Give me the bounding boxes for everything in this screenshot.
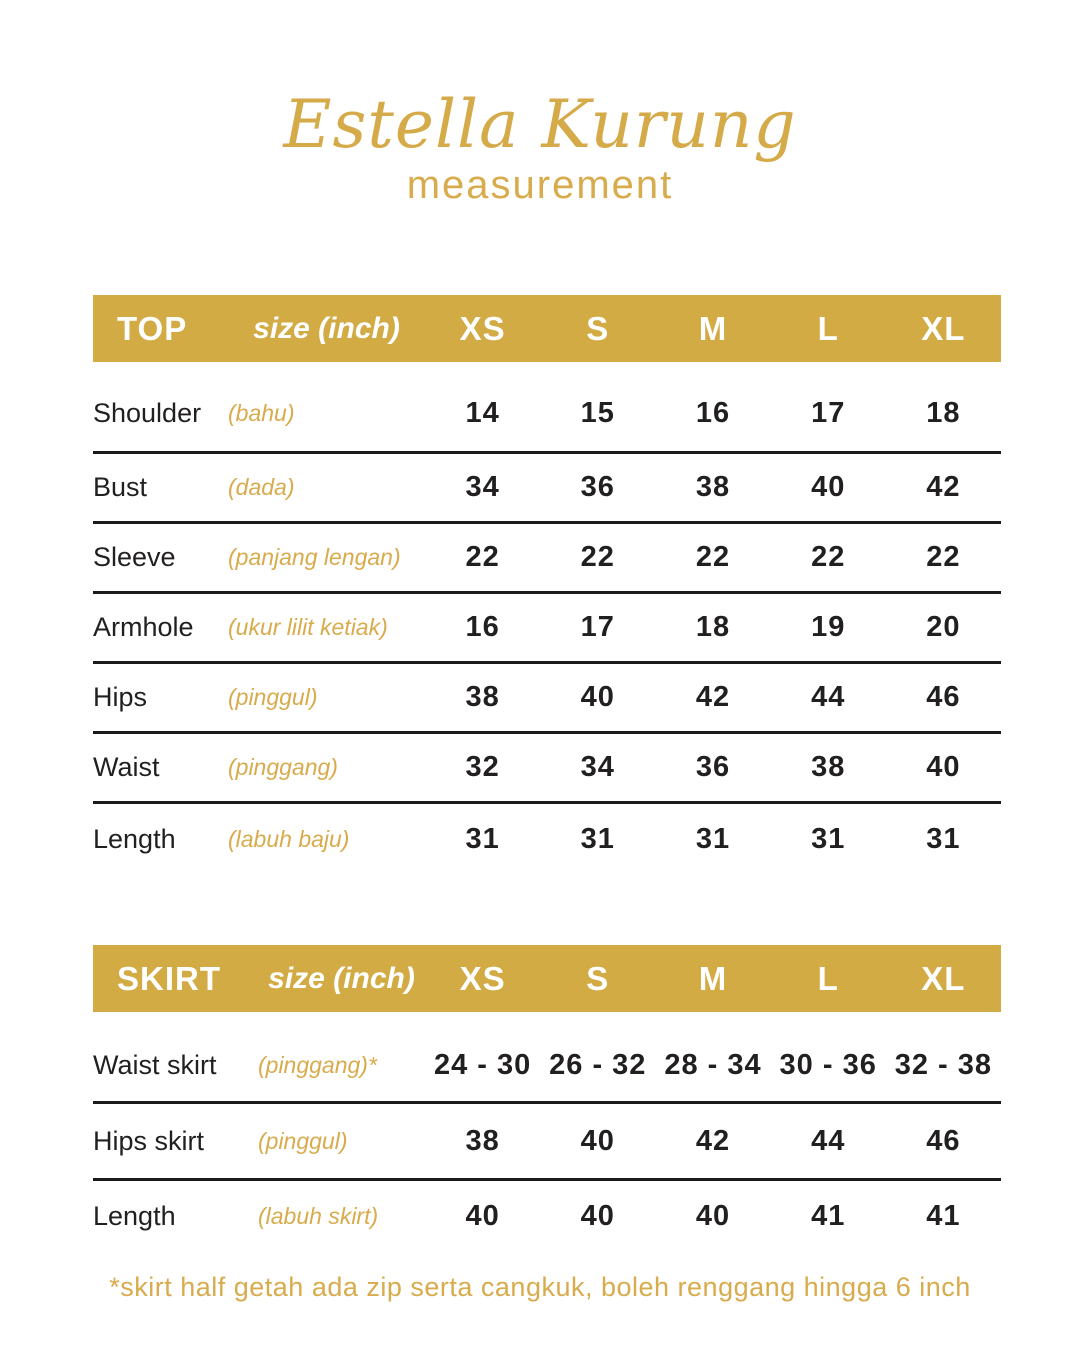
cell-value: 40	[580, 1124, 615, 1157]
cell-value: 40	[465, 1199, 500, 1232]
cell-value: 31	[811, 822, 846, 855]
table-row	[93, 1012, 1001, 1104]
cell-value: 40	[926, 751, 961, 783]
cell-value: 40	[811, 471, 846, 503]
cell-value: 22	[695, 541, 731, 573]
row-sublabel: (pinggang)*	[258, 1052, 377, 1078]
table-row	[93, 804, 1001, 874]
cell-value: 44	[811, 1124, 846, 1157]
table-name: TOP	[117, 309, 188, 347]
cell-value: 31	[580, 822, 615, 855]
size-column-header: M	[698, 959, 728, 997]
cell-value: 22	[926, 541, 961, 573]
product-title: Estella Kurung	[283, 86, 797, 163]
row-sublabel: (bahu)	[228, 400, 295, 426]
cell-value: 46	[926, 681, 961, 713]
size-column-header: XS	[459, 959, 506, 997]
cell-value: 26 - 32	[549, 1049, 647, 1081]
footnote: *skirt half getah ada zip serta cangkuk, boleh renggang hingga 6 inch	[109, 1272, 971, 1302]
table-row	[93, 362, 1001, 454]
row-label: Length	[93, 1200, 176, 1231]
title-block	[0, 86, 1080, 208]
size-column-header: L	[817, 959, 839, 997]
size-unit-label: size (inch)	[268, 961, 415, 995]
cell-value: 20	[926, 611, 961, 643]
cell-value: 16	[465, 611, 500, 643]
row-sublabel: (panjang lengan)	[228, 544, 401, 570]
table-row	[93, 1104, 1001, 1181]
table-row	[93, 594, 1001, 664]
row-label: Bust	[93, 472, 148, 502]
row-sublabel: (ukur lilit ketiak)	[228, 614, 388, 640]
row-label: Hips skirt	[93, 1125, 205, 1156]
table-row	[93, 524, 1001, 594]
cell-value: 36	[695, 751, 731, 783]
cell-value: 36	[580, 471, 615, 503]
cell-value: 40	[695, 1199, 731, 1232]
size-column-header: M	[698, 309, 728, 347]
cell-value: 32	[465, 751, 500, 783]
row-label: Waist	[93, 752, 160, 782]
cell-value: 22	[811, 541, 846, 573]
row-sublabel: (dada)	[228, 474, 295, 500]
row-label: Sleeve	[93, 542, 176, 572]
cell-value: 19	[811, 611, 846, 643]
size-column-header: L	[817, 309, 839, 347]
cell-value: 31	[926, 822, 961, 855]
row-label: Shoulder	[93, 398, 202, 428]
skirt-table-header-bar	[93, 945, 1001, 1012]
table-row	[93, 1181, 1001, 1251]
skirt-size-table	[93, 945, 1001, 1251]
cell-value: 17	[580, 611, 615, 643]
top-table-header-bar	[93, 295, 1001, 362]
cell-value: 16	[695, 397, 731, 429]
cell-value: 34	[465, 471, 500, 503]
cell-value: 34	[580, 751, 615, 783]
cell-value: 22	[580, 541, 615, 573]
row-label: Waist skirt	[93, 1050, 217, 1080]
size-column-header: XL	[921, 309, 966, 347]
skirt-table-rows	[93, 1012, 1001, 1251]
cell-value: 42	[926, 471, 961, 503]
cell-value: 14	[465, 397, 500, 429]
cell-value: 30 - 36	[779, 1049, 877, 1081]
cell-value: 28 - 34	[664, 1049, 762, 1081]
cell-value: 41	[811, 1199, 846, 1232]
cell-value: 24 - 30	[433, 1049, 532, 1081]
cell-value: 18	[695, 611, 731, 643]
cell-value: 41	[926, 1199, 961, 1232]
cell-value: 40	[580, 681, 615, 713]
size-column-header: S	[586, 959, 610, 997]
row-label: Armhole	[93, 612, 194, 642]
cell-value: 42	[695, 681, 731, 713]
cell-value: 17	[811, 397, 846, 429]
subtitle: measurement	[406, 163, 674, 208]
cell-value: 32 - 38	[894, 1049, 993, 1081]
top-size-table	[93, 295, 1001, 874]
table-name: SKIRT	[117, 959, 221, 997]
size-column-header: XS	[459, 309, 506, 347]
cell-value: 18	[926, 397, 961, 429]
cell-value: 46	[926, 1124, 961, 1157]
cell-value: 31	[695, 822, 731, 855]
top-table-rows	[93, 362, 1001, 874]
size-column-header: XL	[921, 959, 966, 997]
cell-value: 15	[580, 397, 615, 429]
size-column-header: S	[586, 309, 610, 347]
row-label: Length	[93, 823, 176, 854]
row-sublabel: (pinggang)	[228, 754, 338, 780]
cell-value: 38	[811, 751, 846, 783]
table-row	[93, 664, 1001, 734]
size-unit-label: size (inch)	[253, 311, 400, 345]
cell-value: 40	[580, 1199, 615, 1232]
table-row	[93, 454, 1001, 524]
row-sublabel: (pinggul)	[258, 1127, 348, 1154]
row-label: Hips	[93, 682, 148, 712]
cell-value: 42	[695, 1124, 731, 1157]
cell-value: 38	[695, 471, 731, 503]
row-sublabel: (labuh skirt)	[258, 1202, 379, 1229]
row-sublabel: (labuh baju)	[228, 825, 350, 852]
cell-value: 31	[465, 822, 500, 855]
cell-value: 38	[465, 681, 500, 713]
row-sublabel: (pinggul)	[228, 684, 318, 710]
cell-value: 38	[465, 1124, 500, 1157]
cell-value: 44	[811, 681, 846, 713]
table-row	[93, 734, 1001, 804]
cell-value: 22	[465, 541, 500, 573]
